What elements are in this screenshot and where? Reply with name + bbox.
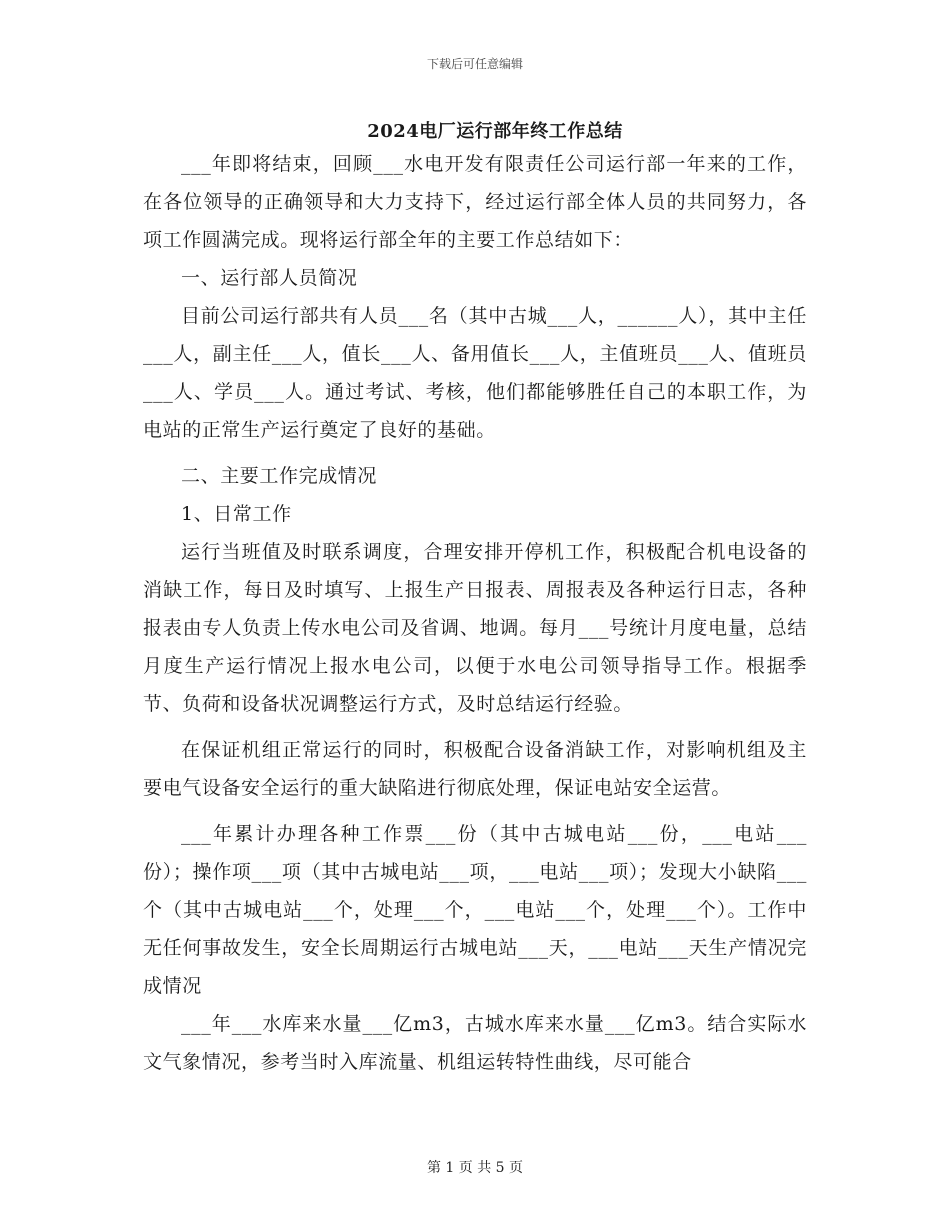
document-body [143, 145, 807, 1081]
page-footer: 第 1 页 共 5 页 [426, 1160, 524, 1176]
paragraph-defect-handling: 在保证机组正常运行的同时，积极配合设备消缺工作，对影响机组及主要电气设备安全运行的重大缺陷进行彻底处理，保证电站安全运营。 [143, 739, 807, 799]
heading-daily-work: 1、日常工作 [181, 503, 292, 525]
heading-main-work: 二、主要工作完成情况 [181, 465, 378, 487]
document-title: 2024电厂运行部年终工作总结 [367, 121, 623, 142]
paragraph-work-tickets: ___年累计办理各种工作票___份（其中古城电站___份，___电站___份）；操作项___项（其中古城电站___项，___电站___项）；发现大小缺陷___个（其中古城电站___个，处理___个，___电站___个，处理___个）。工作中无任何事故发生，安全长周期运行古城电站___天，___电站___天生产情况完成情况 [143, 823, 807, 997]
paragraph-daily-work: 运行当班值及时联系调度，合理安排开停机工作，积极配合机电设备的消缺工作，每日及时填写、上报生产日报表、周报表及各种运行日志，各种报表由专人负责上传水电公司及省调、地调。每月___号统计月度电量，总结月度生产运行情况上报水电公司，以便于水电公司领导指导工作。根据季节、负荷和设备状况调整运行方式，及时总结运行经验。 [143, 541, 807, 715]
paragraph-intro: ___年即将结束，回顾___水电开发有限责任公司运行部一年来的工作，在各位领导的正确领导和大力支持下，经过运行部全体人员的共同努力，各项工作圆满完成。现将运行部全年的主要工作总结如下： [143, 153, 807, 251]
header-note: 下载后可任意编辑 [426, 57, 523, 71]
paragraph-staff: 目前公司运行部共有人员___名（其中古城___人，______人），其中主任___人，副主任___人，值长___人、备用值长___人，主值班员___人、值班员___人、学员___人。通过考试、考核，他们都能够胜任自己的本职工作，为电站的正常生产运行奠定了良好的基础。 [143, 305, 807, 441]
paragraph-water-inflow: ___年___水库来水量___亿m3，古城水库来水量___亿m3。结合实际水文气象情况，参考当时入库流量、机组运转特性曲线，尽可能合 [143, 1013, 807, 1073]
heading-staff-overview: 一、运行部人员简况 [181, 267, 358, 289]
